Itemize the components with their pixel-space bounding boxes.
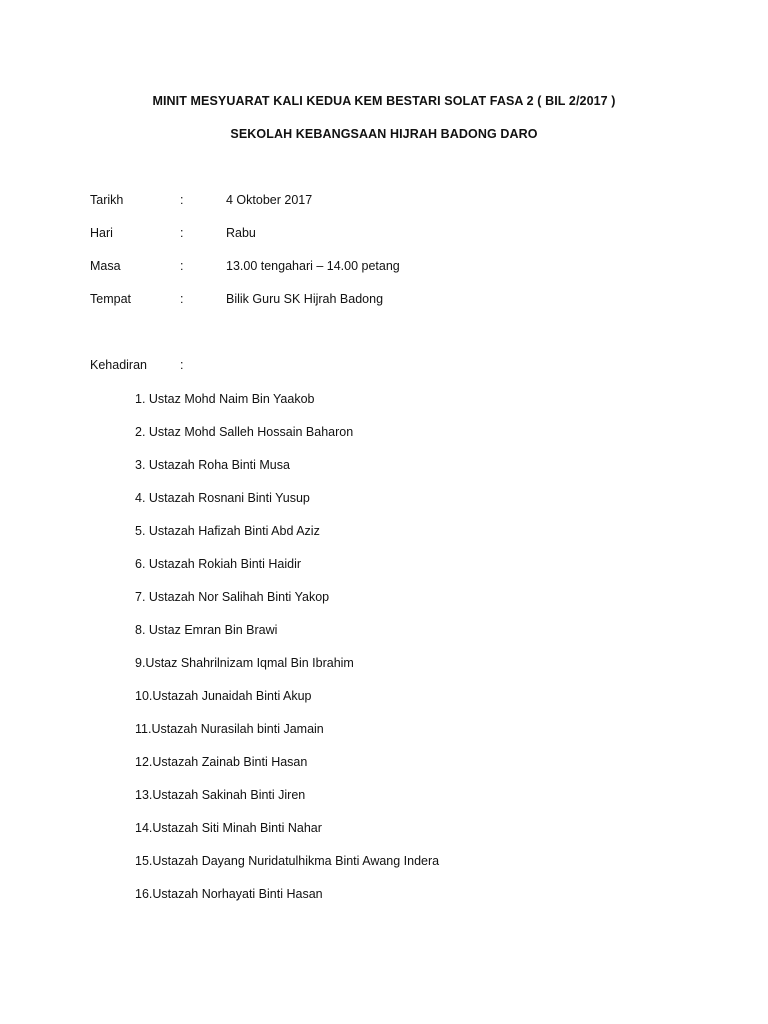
attendee-item: 6. Ustazah Rokiah Binti Haidir <box>135 557 302 571</box>
attendee-item: 4. Ustazah Rosnani Binti Yusup <box>135 491 310 505</box>
meta-value-hari: Rabu <box>226 226 256 240</box>
attendee-item: 7. Ustazah Nor Salihah Binti Yakop <box>135 590 330 604</box>
attendee-item: 3. Ustazah Roha Binti Musa <box>135 458 290 472</box>
meta-label-tempat: Tempat <box>90 292 131 306</box>
attendee-item: 15.Ustazah Dayang Nuridatulhikma Binti Awang Indera <box>135 854 440 868</box>
attendee-item: 2. Ustaz Mohd Salleh Hossain Baharon <box>135 425 354 439</box>
meta-colon: : <box>180 292 184 306</box>
meta-value-tarikh: 4 Oktober 2017 <box>226 193 313 207</box>
attendee-item: 14.Ustazah Siti Minah Binti Nahar <box>135 821 322 835</box>
document-title: MINIT MESYUARAT KALI KEDUA KEM BESTARI SOLAT FASA 2 ( BIL 2/2017 ) <box>152 94 616 108</box>
kehadiran-colon: : <box>180 358 184 372</box>
attendee-item: 10.Ustazah Junaidah Binti Akup <box>135 689 312 703</box>
meta-label-tarikh: Tarikh <box>90 193 124 207</box>
meta-colon: : <box>180 193 184 207</box>
attendee-item: 13.Ustazah Sakinah Binti Jiren <box>135 788 306 802</box>
attendee-item: 1. Ustaz Mohd Naim Bin Yaakob <box>135 392 315 406</box>
attendee-item: 12.Ustazah Zainab Binti Hasan <box>135 755 308 769</box>
attendee-item: 8. Ustaz Emran Bin Brawi <box>135 623 278 637</box>
meta-value-tempat: Bilik Guru SK Hijrah Badong <box>226 292 384 306</box>
attendee-list <box>135 391 439 919</box>
attendee-item: 9.Ustaz Shahrilnizam Iqmal Bin Ibrahim <box>135 656 354 670</box>
meta-value-masa: 13.00 tengahari – 14.00 petang <box>226 259 400 273</box>
meta-label-masa: Masa <box>90 259 121 273</box>
attendee-item: 5. Ustazah Hafizah Binti Abd Aziz <box>135 524 320 538</box>
attendee-item: 16.Ustazah Norhayati Binti Hasan <box>135 887 323 901</box>
meta-colon: : <box>180 226 184 240</box>
kehadiran-label: Kehadiran <box>90 358 147 372</box>
meta-colon: : <box>180 259 184 273</box>
school-name: SEKOLAH KEBANGSAAN HIJRAH BADONG DARO <box>230 127 538 141</box>
meta-label-hari: Hari <box>90 226 113 240</box>
attendee-item: 11.Ustazah Nurasilah binti Jamain <box>135 722 324 736</box>
